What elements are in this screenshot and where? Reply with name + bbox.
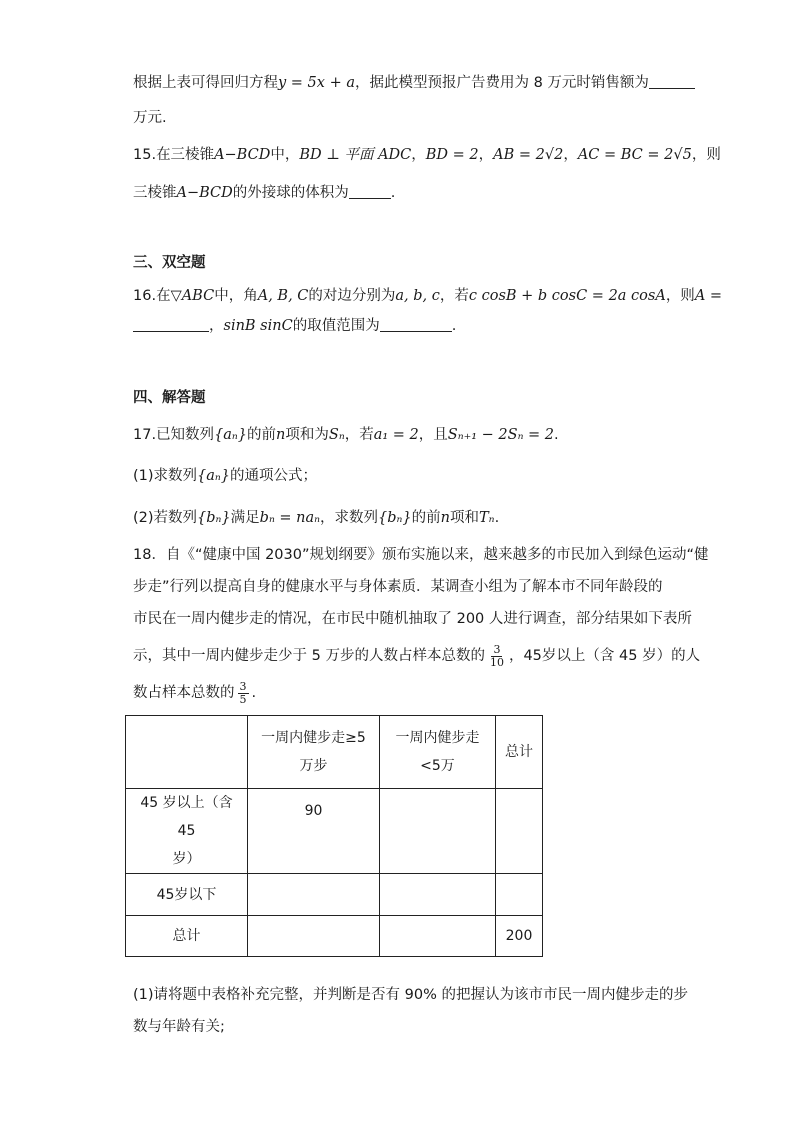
table-cell	[248, 874, 380, 916]
table-cell: 90	[248, 789, 380, 874]
section-heading-3: 三、双空题	[133, 255, 206, 271]
q18-line-5: 数占样本总数的 $\frac{3}{5}$ .	[133, 679, 257, 706]
table-cell	[496, 874, 543, 916]
q16-line-1: 16.在▽ABC中，角A, B, C的对边分别为a, b, c，若c cosB + b cosC = 2a cosA，则A =	[133, 288, 723, 304]
table-row-label: 45岁以下	[126, 874, 248, 916]
table-cell	[380, 789, 496, 874]
q14-line-2: 万元.	[133, 110, 167, 126]
table-header-cell: 一周内健步走 <5万	[380, 716, 496, 789]
table-row	[126, 789, 543, 874]
table-cell: 200	[496, 916, 543, 957]
table-row-label: 总计	[126, 916, 248, 957]
table-row-label: 45 岁以上（含 45 岁）	[126, 789, 248, 874]
table-header-cell: 总计	[496, 716, 543, 789]
q15-line-2: 三棱锥A−BCD的外接球的体积为 .	[133, 185, 396, 201]
table-cell	[248, 916, 380, 957]
q16-line-2: ，sinB sinC的取值范围为 .	[133, 316, 456, 336]
table-row	[126, 874, 543, 916]
fraction-3-10: $\frac{3}{10}$	[489, 642, 504, 669]
section-heading-4: 四、解答题	[133, 390, 206, 406]
answer-blank	[649, 74, 695, 89]
table-header-row	[126, 716, 543, 789]
q18-part-1-line-1: (1)请将题中表格补充完整，并判断是否有 90% 的把握认为该市市民一周内健步走的步	[133, 987, 688, 1003]
q18-line-4: 示，其中一周内健步走少于 5 万步的人数占样本总数的 $\frac{3}{10}$ ，45岁以上（含 45 岁）的人	[133, 642, 701, 669]
answer-blank	[380, 317, 452, 332]
table-cell	[126, 716, 248, 789]
q15-line-1: 15.在三棱锥A−BCD中，BD ⊥ 平面 ADC，BD = 2，AB = 2√2，AC = BC = 2√5，则	[133, 147, 721, 163]
q14-line-1: 根据上表可得回归方程y = 5x + a，据此模型预报广告费用为 8 万元时销售额为	[133, 73, 695, 93]
contingency-table	[125, 715, 543, 957]
table-cell	[496, 789, 543, 874]
answer-blank	[349, 184, 391, 199]
q18-line-3: 市民在一周内健步走的情况，在市民中随机抽取了 200 人进行调查，部分结果如下表所	[133, 611, 692, 627]
q17-part-1: (1)求数列{aₙ}的通项公式；	[133, 468, 318, 484]
answer-blank	[133, 317, 209, 332]
q18-line-1: 18．自《“健康中国 2030”规划纲要》颁布实施以来，越来越多的市民加入到绿色运动“健	[133, 547, 709, 563]
q18-part-1-line-2: 数与年龄有关;	[133, 1019, 225, 1035]
q17-line-1: 17.已知数列{aₙ}的前n项和为Sₙ，若a₁ = 2，且Sₙ₊₁ − 2Sₙ = 2.	[133, 427, 559, 443]
table-cell	[380, 916, 496, 957]
table-row	[126, 916, 543, 957]
table-cell	[380, 874, 496, 916]
q18-line-2: 步走”行列以提高自身的健康水平与身体素质．某调查小组为了解本市不同年龄段的	[133, 579, 663, 595]
fraction-3-5: $\frac{3}{5}$	[239, 679, 247, 706]
regression-equation: y = 5x + a	[278, 75, 355, 91]
q17-part-2: (2)若数列{bₙ}满足bₙ = naₙ，求数列{bₙ}的前n项和Tₙ.	[133, 510, 500, 526]
table-header-cell: 一周内健步走≥5 万步	[248, 716, 380, 789]
